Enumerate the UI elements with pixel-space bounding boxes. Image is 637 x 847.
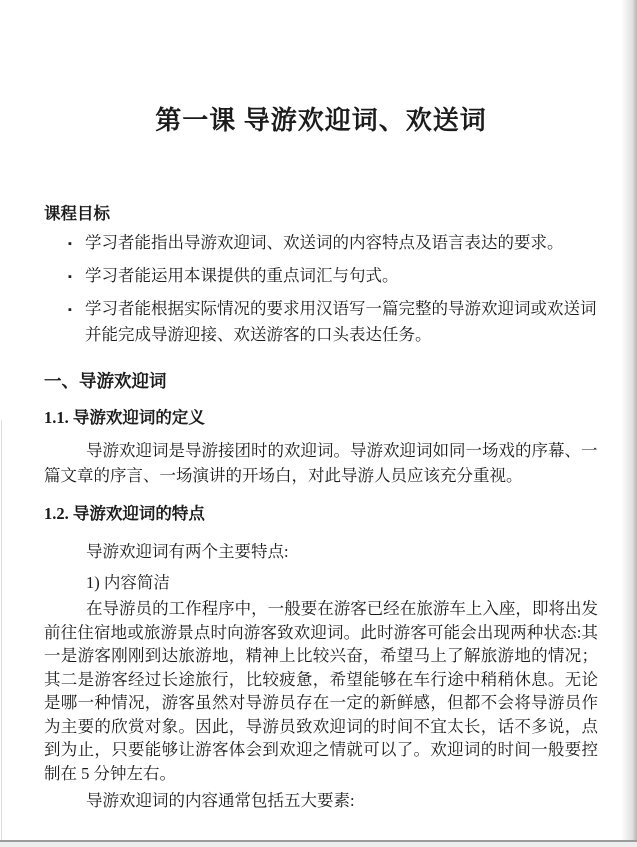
page-scan-bottom-edge-line [0, 840, 637, 847]
subsection-heading-definition: 1.1. 导游欢迎词的定义 [44, 408, 205, 427]
objectives-list [44, 230, 598, 348]
elements-lead-text: 导游欢迎词的内容通常包括五大要素: [86, 791, 355, 810]
definition-paragraph: 导游欢迎词是导游接团时的欢迎词。导游欢迎词如同一场戏的序幕、一篇文章的序言、一场演讲的开场白，对此导游人员应该充分重视。 [44, 441, 598, 485]
objective-text: 学习者能根据实际情况的要求用汉语写一篇完整的导游欢迎词或欢送词并能完成导游迎接、欢送游客的口头表达任务。 [85, 299, 597, 344]
square-bullet-icon: ▪ [68, 304, 72, 316]
page-title: 第一课 导游欢迎词、欢送词 [155, 106, 487, 135]
objective-item [68, 230, 598, 256]
subsection-heading-features: 1.2. 导游欢迎词的特点 [44, 504, 205, 523]
objectives-heading: 课程目标 [44, 204, 110, 223]
features-lead-text: 导游欢迎词有两个主要特点: [86, 542, 289, 561]
objective-text: 学习者能指出导游欢迎词、欢送词的内容特点及语言表达的要求。 [85, 233, 564, 252]
square-bullet-icon: ▪ [68, 271, 72, 283]
square-bullet-icon: ▪ [68, 238, 72, 250]
feature-point-1-label: 1) 内容简洁 [86, 573, 170, 592]
section-heading-welcome-speech: 一、导游欢迎词 [44, 371, 167, 391]
feature-1-paragraph: 在导游员的工作程序中，一般要在游客已经在旅游车上入座，即将出发前往住宿地或旅游景点时向游客致欢迎词。此时游客可能会出现两种状态:其一是游客刚刚到达旅游地，精神上比较兴奋，希望马上了解旅游地的情况；其二是游客经过长途旅行，比较疲惫，希望能够在车行途中稍稍休息。无论是哪一种情况，游客虽然对导游员存在一定的新鲜感，但都不会将导游员作为主要的欣赏对象。因此，导游员致欢迎词的时间不宜太长，话不多说，点到为止，只要能够让游客体会到欢迎之情就可以了。欢迎词的时间一般要控制在 5 分钟左右。 [44, 599, 598, 783]
objective-item [68, 296, 598, 348]
objective-item [68, 263, 598, 289]
objective-text: 学习者能运用本课提供的重点词汇与句式。 [85, 266, 399, 285]
